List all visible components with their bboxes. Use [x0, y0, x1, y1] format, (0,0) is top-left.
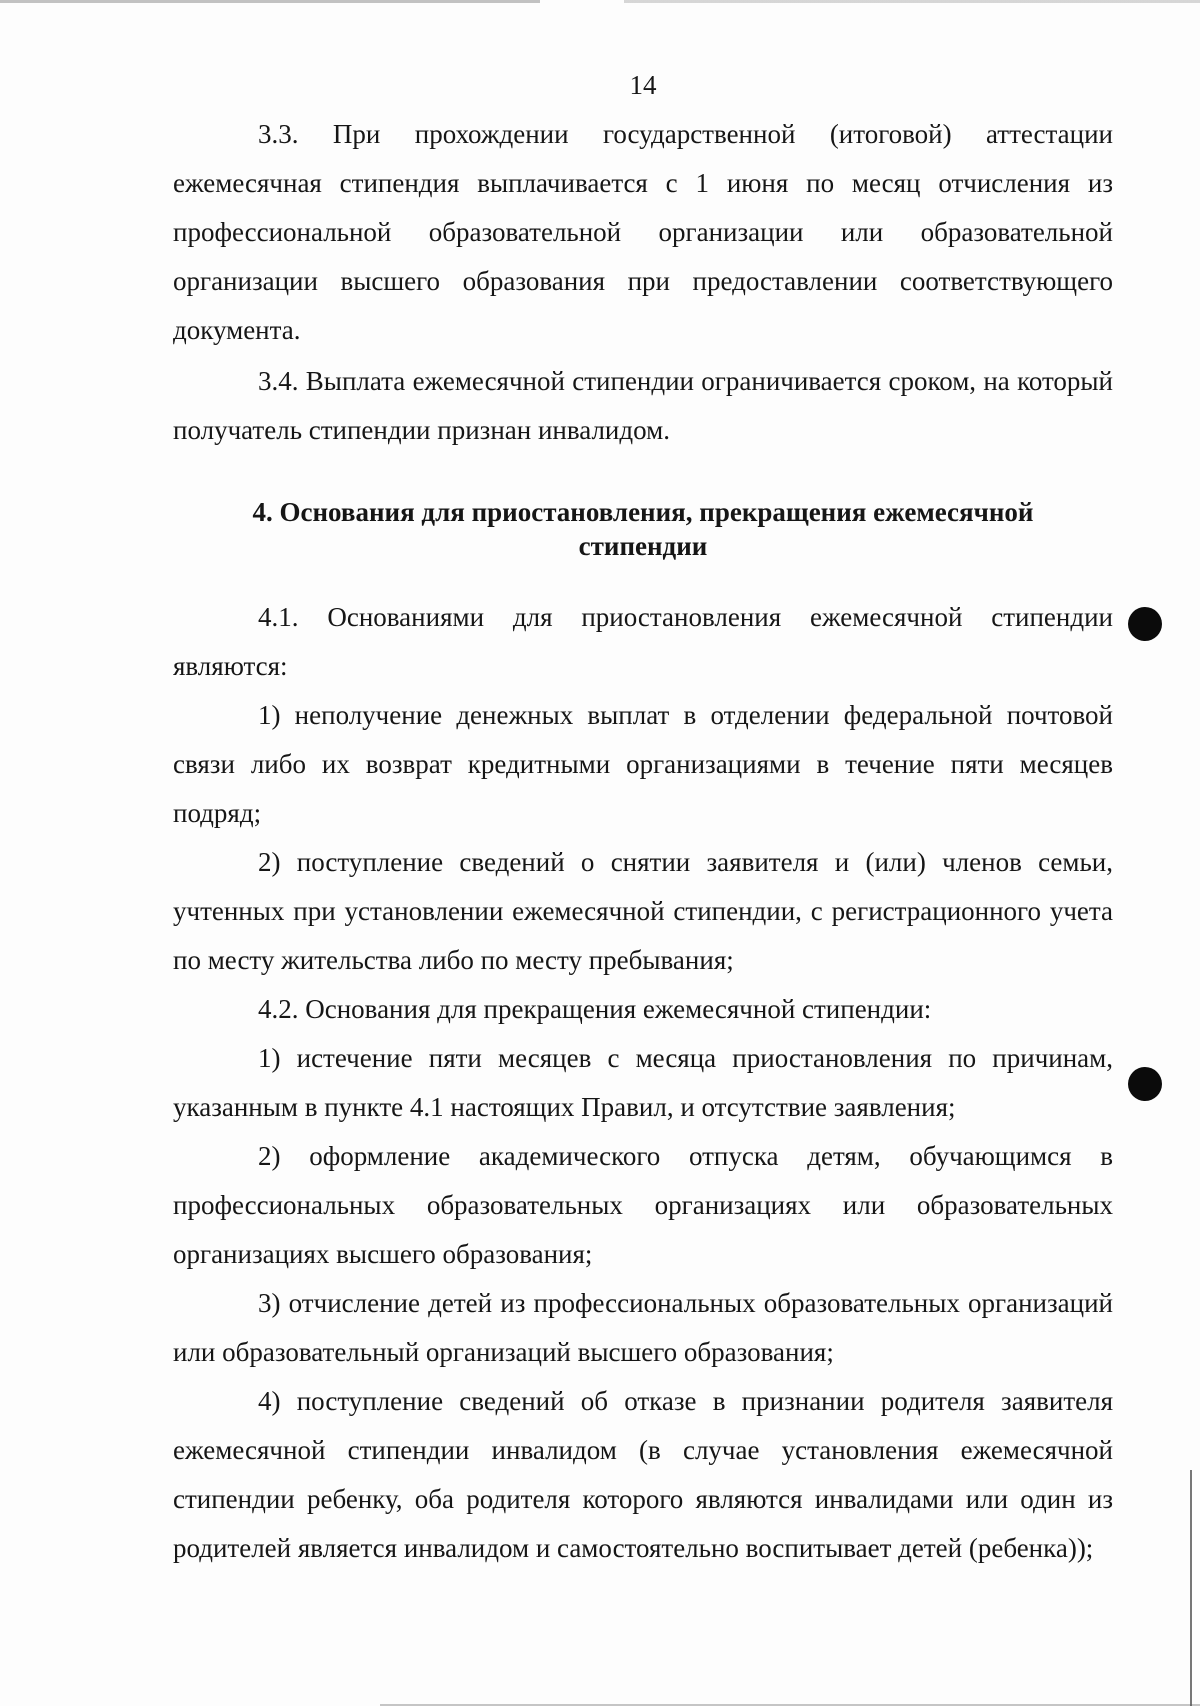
paragraph-4-2-item-1: 1) истечение пяти месяцев с месяца приостановления по причинам, указанным в пункте 4.1 настоящих Правил, и отсутствие заявления; [173, 1043, 1113, 1122]
paragraph-4-2: 4.2. Основания для прекращения ежемесячной стипендии: [258, 994, 932, 1024]
binder-hole-bottom [1128, 1067, 1162, 1101]
section-heading [173, 495, 1113, 563]
paragraph-4-1-item-2: 2) поступление сведений о снятии заявителя и (или) членов семьи, учтенных при установлении ежемесячной стипендии, с регистрационного учета по месту жительства либо по месту пребывания; [173, 847, 1113, 975]
page-number: 14 [629, 70, 657, 100]
paragraph-3-4: 3.4. Выплата ежемесячной стипендии ограничивается сроком, на который получатель стипендии признан инвалидом. [173, 366, 1113, 445]
section-heading-line-1: 4. Основания для приостановления, прекращения ежемесячной [252, 497, 1034, 527]
paragraph-4-2-item-3: 3) отчисление детей из профессиональных образовательных организаций или образовательный организаций высшего образования; [173, 1288, 1113, 1367]
paragraph-4-2-item-4: 4) поступление сведений об отказе в признании родителя заявителя ежемесячной стипендии инвалидом (в случае установления ежемесячной стипендии ребенку, оба родителя которого являются инвалидами или один из родителей является инвалидом и самостоятельно воспитывает детей (ребенка)); [173, 1386, 1113, 1563]
scan-edge-right [1190, 1470, 1192, 1706]
scan-edge-top [0, 0, 1200, 3]
paragraph-4-1-item-1: 1) неполучение денежных выплат в отделении федеральной почтовой связи либо их возврат кредитными организациями в течение пяти месяцев подряд; [173, 700, 1113, 828]
binder-hole-top [1128, 607, 1162, 641]
paragraph-4-1: 4.1. Основаниями для приостановления ежемесячной стипендии являются: [173, 602, 1113, 681]
section-heading-line-2: стипендии [578, 531, 708, 561]
paragraph-3-3: 3.3. При прохождении государственной (итоговой) аттестации ежемесячная стипендия выплачивается с 1 июня по месяц отчисления из профессиональной образовательной организации или образовательной организации высшего образования при предоставлении соответствующего документа. [173, 119, 1113, 345]
document-body [173, 110, 1113, 1573]
paragraph-4-2-item-2: 2) оформление академического отпуска детям, обучающимся в профессиональных образовательных организациях или образовательных организациях высшего образования; [173, 1141, 1113, 1269]
